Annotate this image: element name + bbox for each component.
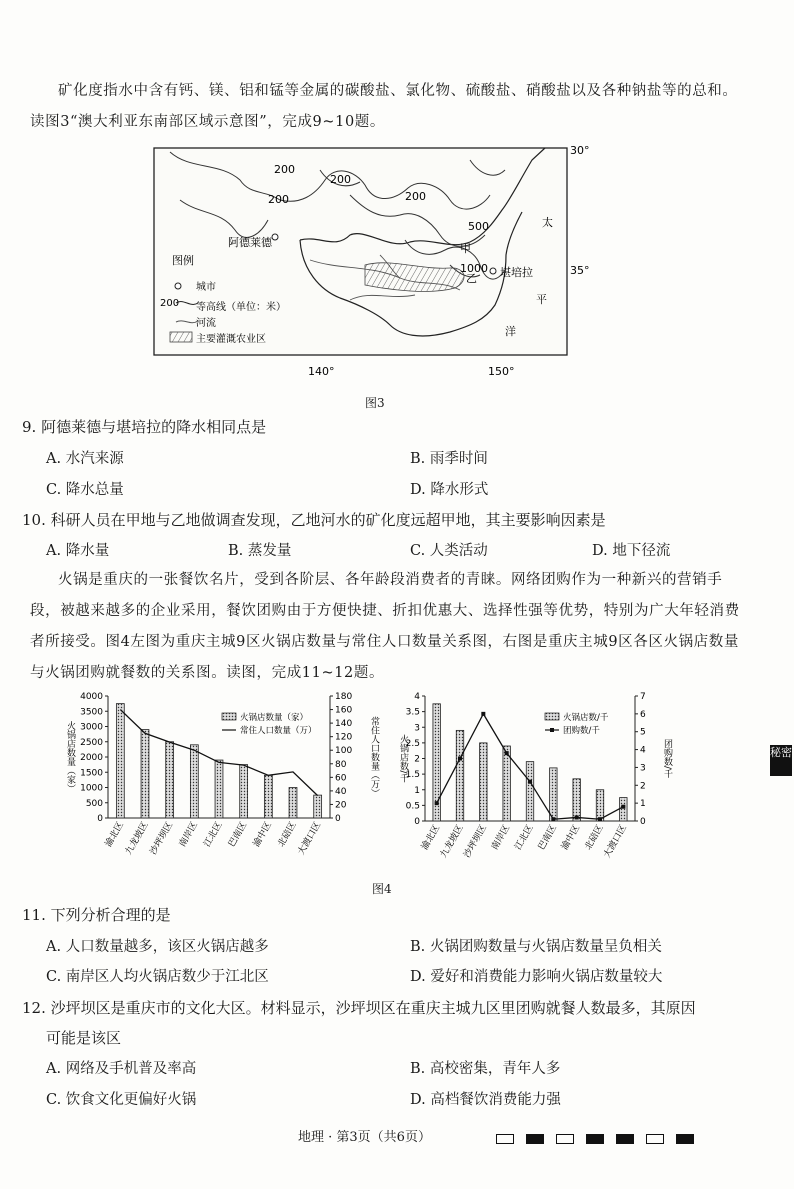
- question-9-option-b[interactable]: B. 雨季时间: [410, 451, 488, 467]
- category-label: 江北区: [202, 820, 225, 849]
- contour-label: 200: [405, 190, 426, 203]
- legend-line-label: 团购数/千: [563, 726, 600, 736]
- longitude-label: 140°: [308, 365, 335, 378]
- left-tick-label: 3000: [80, 722, 103, 733]
- bar-大渡口区: [620, 798, 627, 821]
- question-10-stem: 10. 科研人员在甲地与乙地做调查发现，乙地河水的矿化度远超甲地，其主要影响因素是: [22, 511, 606, 529]
- category-label: 大渡口区: [602, 823, 629, 860]
- right-tick-label: 140: [335, 719, 353, 730]
- intro-paragraph-2: 火锅是重庆的一张餐饮名片，受到各阶层、各年龄段消费者的青睐。网络团购作为一种新兴的营销手段，被越来越多的企业采用，餐饮团购由于方便快捷、折扣优惠大、选择性强等优势，特别为广大年轻消费者所接受。图4左图为重庆主城9区火锅店数量与常住人口数量关系图，右图是重庆主城9区各区火锅店数量与火锅团购就餐数的关系图。读图，完成11~12题。: [30, 572, 740, 681]
- contour-label: 500: [468, 220, 489, 233]
- question-10-option-c[interactable]: C. 人类活动: [410, 543, 488, 559]
- right-tick-label: 60: [335, 773, 347, 784]
- left-tick-label: 2500: [80, 737, 103, 748]
- category-label: 九龙坡区: [438, 823, 466, 860]
- question-12-stem-line1: 12. 沙坪坝区是重庆市的文化大区。材料显示，沙坪坝区在重庆主城九区里团购就餐人数最多，其原因: [22, 999, 696, 1017]
- question-11-option-b[interactable]: B. 火锅团购数量与火锅店数量呈负相关: [410, 939, 662, 955]
- ocean-label-char: 太: [542, 216, 553, 229]
- bar-渝北区: [116, 704, 124, 818]
- question-12-option-c[interactable]: C. 饮食文化更偏好火锅: [46, 1092, 197, 1108]
- bar-沙坪坝区: [480, 743, 487, 821]
- category-label: 南岸区: [177, 820, 200, 849]
- question-11-stem: 11. 下列分析合理的是: [22, 906, 171, 924]
- legend-line-marker: [550, 728, 554, 732]
- line-point-南岸区: [505, 751, 509, 755]
- category-label: 江北区: [513, 823, 536, 852]
- footer-block: [586, 1134, 604, 1144]
- left-tick-label: 1: [414, 785, 420, 796]
- line-point-江北区: [528, 780, 532, 784]
- right-tick-label: 40: [335, 786, 347, 797]
- line-point-沙坪坝区: [481, 712, 485, 716]
- left-tick-label: 4000: [80, 692, 103, 702]
- line-point-巴南区: [551, 817, 555, 821]
- category-label: 北碚区: [276, 820, 299, 849]
- left-tick-label: 2.5: [405, 738, 420, 749]
- latitude-label: 30°: [570, 144, 590, 157]
- right-tick-label: 4: [640, 745, 646, 756]
- category-label: 渝北区: [103, 820, 126, 849]
- right-tick-label: 0: [640, 817, 646, 827]
- adelaide-city-dot: [272, 234, 278, 240]
- canberra-city-dot: [490, 268, 496, 274]
- question-10-option-d[interactable]: D. 地下径流: [592, 543, 671, 559]
- right-axis-title: 常住人口数量（万）: [369, 716, 379, 798]
- category-label: 渝北区: [420, 823, 443, 852]
- bar-九龙坡区: [456, 730, 463, 821]
- left-tick-label: 0.5: [405, 801, 420, 812]
- question-9-option-c[interactable]: C. 降水总量: [46, 482, 124, 498]
- category-label: 九龙坡区: [123, 820, 151, 857]
- footer-block: [646, 1134, 664, 1144]
- question-9-stem: 9. 阿德莱德与堪培拉的降水相同点是: [22, 418, 267, 436]
- left-tick-label: 500: [85, 798, 103, 809]
- left-tick-label: 2000: [80, 753, 103, 763]
- right-tick-label: 3: [640, 763, 646, 774]
- right-tick-label: 100: [335, 746, 353, 757]
- legend-line-label: 常住人口数量（万）: [240, 726, 317, 736]
- footer-block: [526, 1134, 544, 1144]
- legend-city: 城市: [196, 282, 216, 293]
- right-tick-label: 120: [335, 732, 353, 743]
- left-tick-label: 0: [414, 817, 420, 827]
- legend-title: 图例: [172, 254, 194, 267]
- category-label: 渝中区: [560, 823, 583, 852]
- footer-block: [556, 1134, 574, 1144]
- page-footer: 地理 · 第3页（共6页）: [298, 1130, 431, 1145]
- right-tick-label: 5: [640, 727, 646, 738]
- left-tick-label: 3.5: [405, 707, 420, 718]
- left-tick-label: 1500: [80, 768, 103, 779]
- confidential-side-tab: 秘密: [770, 745, 792, 776]
- bar-江北区: [526, 762, 533, 821]
- right-tick-label: 160: [335, 705, 353, 716]
- left-tick-label: 3: [414, 723, 420, 734]
- right-tick-label: 2: [640, 781, 646, 792]
- footer-block: [496, 1134, 514, 1144]
- adelaide-label: 阿德莱德: [228, 236, 272, 249]
- category-label: 北碚区: [583, 823, 606, 852]
- figure-3-caption: 图3: [365, 396, 385, 410]
- category-label: 巴南区: [536, 823, 559, 852]
- right-tick-label: 80: [335, 759, 347, 770]
- line-point-渝中区: [575, 815, 579, 819]
- legend-irrigation: 主要灌溉农业区: [196, 334, 266, 345]
- legend-bar-label: 火锅店数量（家）: [240, 713, 309, 723]
- canberra-label: 堪培拉: [500, 266, 533, 279]
- bar-渝中区: [573, 779, 580, 821]
- left-tick-label: 1000: [80, 783, 103, 794]
- contour-label: 200: [330, 173, 351, 186]
- left-tick-label: 3500: [80, 707, 103, 718]
- contour-label: 1000: [460, 262, 488, 275]
- right-tick-label: 20: [335, 800, 347, 811]
- question-10-option-b[interactable]: B. 蒸发量: [228, 543, 292, 559]
- bar-巴南区: [240, 765, 248, 818]
- bar-南岸区: [190, 745, 198, 818]
- bar-九龙坡区: [141, 730, 149, 818]
- location-jia-label: 甲: [460, 242, 471, 255]
- ocean-label-char: 平: [536, 293, 547, 306]
- longitude-label: 150°: [488, 365, 515, 378]
- right-tick-label: 7: [640, 692, 646, 702]
- left-tick-label: 4: [414, 692, 420, 702]
- question-11-option-a[interactable]: A. 人口数量越多，该区火锅店越多: [46, 939, 269, 955]
- category-label: 南岸区: [490, 823, 513, 852]
- right-tick-label: 6: [640, 709, 646, 720]
- question-9-option-a[interactable]: A. 水汽来源: [46, 451, 124, 467]
- left-tick-label: 0: [97, 814, 103, 824]
- question-9-option-d[interactable]: D. 降水形式: [410, 482, 489, 498]
- figure-4-right-chart: [395, 688, 685, 863]
- question-10-option-a[interactable]: A. 降水量: [46, 543, 110, 559]
- question-12-option-a[interactable]: A. 网络及手机普及率高: [46, 1061, 197, 1077]
- question-11-option-d[interactable]: D. 爱好和消费能力影响火锅店数量较大: [410, 969, 663, 985]
- figure-4-left-chart: [60, 688, 390, 863]
- bar-北碚区: [289, 788, 297, 819]
- line-point-北碚区: [598, 817, 602, 821]
- category-label: 大渡口区: [296, 820, 324, 857]
- footer-marker-blocks: [496, 1128, 706, 1147]
- footer-block: [616, 1134, 634, 1144]
- category-label: 沙坪坝区: [148, 820, 176, 857]
- left-axis-title: 火锅店数/千: [398, 734, 408, 783]
- legend-bar-swatch: [545, 713, 559, 720]
- line-point-九龙坡区: [458, 757, 462, 761]
- figure-3-map: [150, 140, 590, 385]
- footer-block: [676, 1134, 694, 1144]
- bar-巴南区: [550, 768, 557, 821]
- legend-bar-swatch: [222, 713, 236, 720]
- ocean-label-char: 洋: [505, 325, 516, 338]
- line-point-大渡口区: [621, 805, 625, 809]
- bar-渝中区: [264, 775, 272, 818]
- legend-river: 河流: [196, 318, 216, 329]
- location-yi-label: 乙: [466, 272, 477, 285]
- legend-contour: 等高线（单位：米）: [196, 302, 286, 313]
- intro-paragraph-1: 矿化度指水中含有钙、镁、铝和锰等金属的碳酸盐、氯化物、硫酸盐、硝酸盐以及各种钠盐等的总和。读图3“澳大利亚东南部区域示意图”，完成9~10题。: [30, 83, 738, 130]
- legend-contour-number: 200: [160, 298, 180, 309]
- category-label: 巴南区: [227, 820, 250, 849]
- category-label: 沙坪坝区: [462, 823, 489, 860]
- question-12-stem-line2: 可能是该区: [46, 1029, 122, 1047]
- left-tick-label: 2: [414, 754, 420, 765]
- right-tick-label: 180: [335, 692, 353, 702]
- right-axis-title: 团购数/千: [662, 738, 672, 779]
- category-label: 渝中区: [251, 820, 274, 849]
- figure-4-caption: 图4: [372, 882, 392, 896]
- question-11-option-c[interactable]: C. 南岸区人均火锅店数少于江北区: [46, 969, 269, 985]
- question-12-option-b[interactable]: B. 高校密集，青年人多: [410, 1061, 561, 1077]
- line-point-渝北区: [435, 801, 439, 805]
- left-tick-label: 1.5: [405, 770, 420, 781]
- bar-大渡口区: [314, 795, 322, 818]
- question-12-option-d[interactable]: D. 高档餐饮消费能力强: [410, 1092, 561, 1108]
- latitude-label: 35°: [570, 264, 590, 277]
- right-tick-label: 0: [335, 814, 341, 824]
- contour-label: 200: [274, 163, 295, 176]
- contour-label: 200: [268, 193, 289, 206]
- legend-bar-label: 火锅店数/千: [563, 713, 609, 723]
- right-tick-label: 1: [640, 799, 646, 810]
- bar-江北区: [215, 760, 223, 818]
- left-axis-title: 火锅店数量（家）: [65, 721, 75, 793]
- bar-北碚区: [596, 790, 603, 821]
- bar-沙坪坝区: [166, 742, 174, 818]
